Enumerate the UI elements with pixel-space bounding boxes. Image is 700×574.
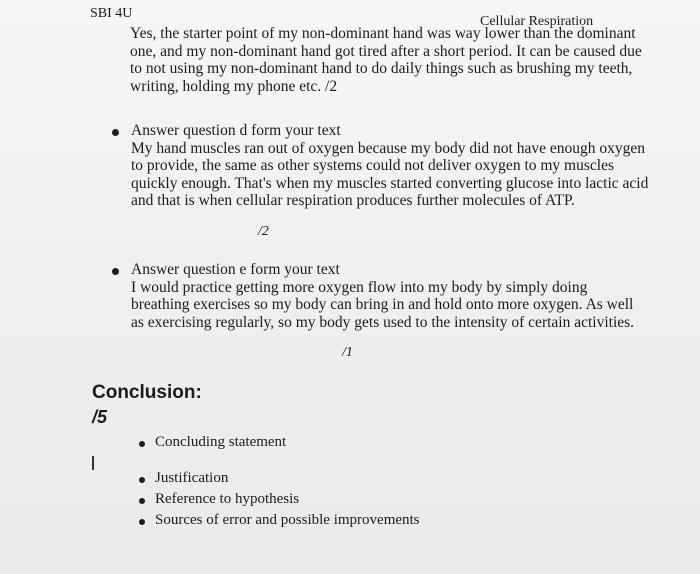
answer-d-line: quickly enough. That's when my muscles started converting glucose into lactic acid bbox=[131, 174, 649, 192]
text-cursor-mark bbox=[92, 456, 94, 470]
conclusion-score: /5 bbox=[92, 407, 108, 427]
question-d-prompt: Answer question d form your text bbox=[131, 122, 341, 139]
answer-c-line: Yes, the starter point of my non-dominant hand was way lower than the dominant bbox=[130, 25, 636, 42]
answer-c-line: to not using my non-dominant hand to do daily things such as brushing my teeth, bbox=[130, 60, 633, 77]
conclusion-list-item: Reference to hypothesis bbox=[155, 491, 300, 507]
bullet-icon bbox=[112, 129, 119, 136]
question-e-prompt: Answer question e form your text bbox=[131, 261, 340, 278]
answer-c-line: writing, holding my phone etc. /2 bbox=[130, 77, 338, 95]
answer-d-line: to provide, the same as other systems could not deliver oxygen to my muscles bbox=[131, 157, 614, 174]
bullet-icon bbox=[112, 268, 119, 275]
question-e-block bbox=[131, 261, 634, 331]
conclusion-list-item: Justification bbox=[155, 470, 229, 486]
conclusion-list-item: Concluding statement bbox=[155, 434, 287, 450]
worksheet-title: Cellular Respiration bbox=[480, 14, 594, 29]
conclusion-heading: Conclusion: bbox=[92, 382, 202, 403]
conclusion-list-item: Sources of error and possible improvements bbox=[155, 512, 420, 528]
bullet-icon bbox=[139, 498, 145, 504]
answer-e-line: as exercising regularly, so my body gets used to the intensity of certain activities. bbox=[131, 313, 635, 331]
bullet-icon bbox=[139, 441, 145, 447]
question-d-block bbox=[131, 122, 648, 210]
answer-d-line: and that is when cellular respiration produces further molecules of ATP. bbox=[131, 192, 575, 209]
question-d-score: /2 bbox=[258, 224, 269, 239]
answer-d-line: My hand muscles ran out of oxygen because my body did not have enough oxygen bbox=[131, 139, 645, 157]
answer-c-paragraph bbox=[130, 25, 642, 95]
answer-e-line: I would practice getting more oxygen flow into my body by simply doing bbox=[131, 278, 588, 296]
question-e-score: /1 bbox=[342, 345, 353, 360]
answer-c-line: one, and my non-dominant hand got tired after a short period. It can be caused due bbox=[130, 42, 642, 60]
answer-e-line: breathing exercises so my body can bring in and hold onto more oxygen. As well bbox=[131, 296, 634, 313]
bullet-icon bbox=[139, 477, 145, 483]
bullet-icon bbox=[139, 519, 145, 525]
course-code: SBI 4U bbox=[90, 6, 133, 21]
